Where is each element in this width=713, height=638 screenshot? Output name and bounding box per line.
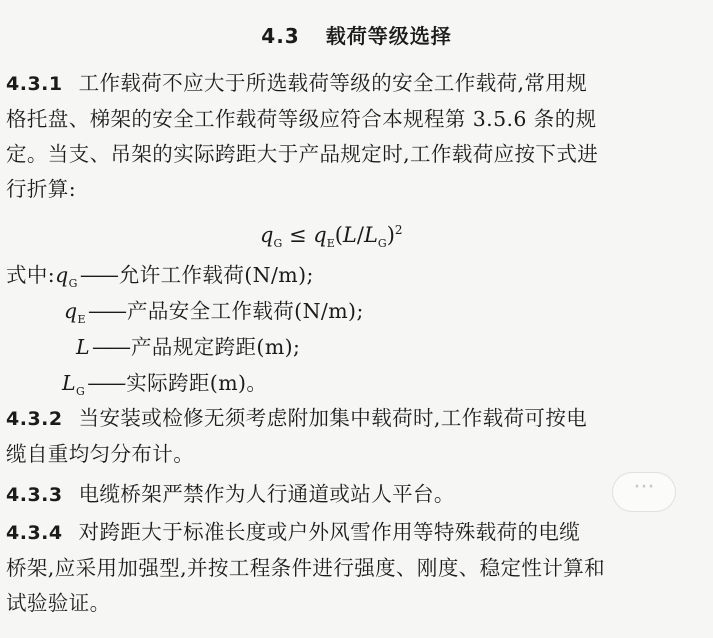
- formula-paren: ): [386, 223, 395, 247]
- clause-4-3-1: [6, 66, 696, 207]
- load-formula: [260, 223, 403, 250]
- clause-line: [6, 66, 696, 102]
- definition-symbol: $L_G$: [62, 371, 86, 399]
- clause-number: 4.3.3: [6, 484, 63, 506]
- formula-exponent: 2: [394, 223, 403, 237]
- clause-number: 4.3.4: [6, 522, 63, 544]
- formula-sub: G: [377, 237, 387, 251]
- clause-line: 缆自重均匀分布计。: [6, 442, 195, 466]
- definition-dash: ——: [92, 335, 130, 359]
- clause-line: 定。当支、吊架的实际跨距大于产品规定时,工作载荷应按下式进: [6, 142, 599, 166]
- clause-line: [6, 401, 696, 437]
- formula-L: L: [342, 223, 357, 247]
- definition-text: 允许工作载荷(N/m);: [118, 263, 314, 287]
- definition-dash: ——: [79, 263, 117, 287]
- more-options-button[interactable]: [612, 472, 676, 512]
- definition-lead: 式中:: [6, 263, 56, 287]
- definition-symbol: $q_G$: [55, 263, 78, 291]
- formula-q: q: [260, 223, 274, 247]
- section-title: [0, 20, 713, 49]
- clause-text: 工作载荷不应大于所选载荷等级的安全工作载荷,常用规: [78, 71, 588, 95]
- clause-text: 对跨距大于标准长度或户外风雪作用等特殊载荷的电缆: [78, 520, 581, 544]
- definition-symbol: L: [76, 335, 91, 359]
- clause-line: 行折算:: [6, 177, 77, 201]
- definition-dash: ——: [87, 371, 125, 395]
- ellipsis-icon: ···: [633, 475, 655, 500]
- formula-operator: ≤: [288, 223, 307, 247]
- definition-row: [62, 366, 267, 398]
- definition-text: 产品安全工作载荷(N/m);: [126, 299, 364, 323]
- clause-4-3-4: [6, 515, 696, 621]
- clause-number: 4.3.1: [6, 73, 63, 95]
- clause-line: [6, 477, 696, 513]
- clause-line: [6, 515, 696, 551]
- section-heading: 载荷等级选择: [325, 24, 452, 48]
- definition-row: [76, 330, 300, 360]
- formula-slash: /: [356, 223, 364, 247]
- formula-paren: (: [334, 223, 343, 247]
- formula-q: q: [313, 223, 327, 247]
- clause-text: 当安装或检修无须考虑附加集中载荷时,工作载荷可按电: [78, 406, 588, 430]
- formula-sub: G: [273, 237, 283, 251]
- definition-text: 实际跨距(m)。: [126, 371, 268, 395]
- formula-L: L: [363, 223, 378, 247]
- formula-sub: E: [326, 237, 335, 251]
- clause-line: 试验验证。: [6, 591, 111, 615]
- definition-text: 产品规定跨距(m);: [131, 335, 301, 359]
- clause-line: 桥架,应采用加强型,并按工程条件进行强度、刚度、稳定性计算和: [6, 556, 606, 580]
- section-number: 4.3: [261, 24, 300, 48]
- clause-text: 电缆桥架严禁作为人行通道或站人平台。: [78, 482, 455, 506]
- clause-4-3-2: [6, 401, 696, 472]
- definition-symbol: $q_E$: [64, 299, 86, 327]
- definition-dash: ——: [87, 299, 125, 323]
- definition-row: [6, 258, 314, 290]
- clause-4-3-3: [6, 477, 696, 513]
- clause-number: 4.3.2: [6, 408, 63, 430]
- definition-row: [64, 294, 364, 326]
- clause-line: 格托盘、梯架的安全工作载荷等级应符合本规程第 3.5.6 条的规: [6, 107, 597, 131]
